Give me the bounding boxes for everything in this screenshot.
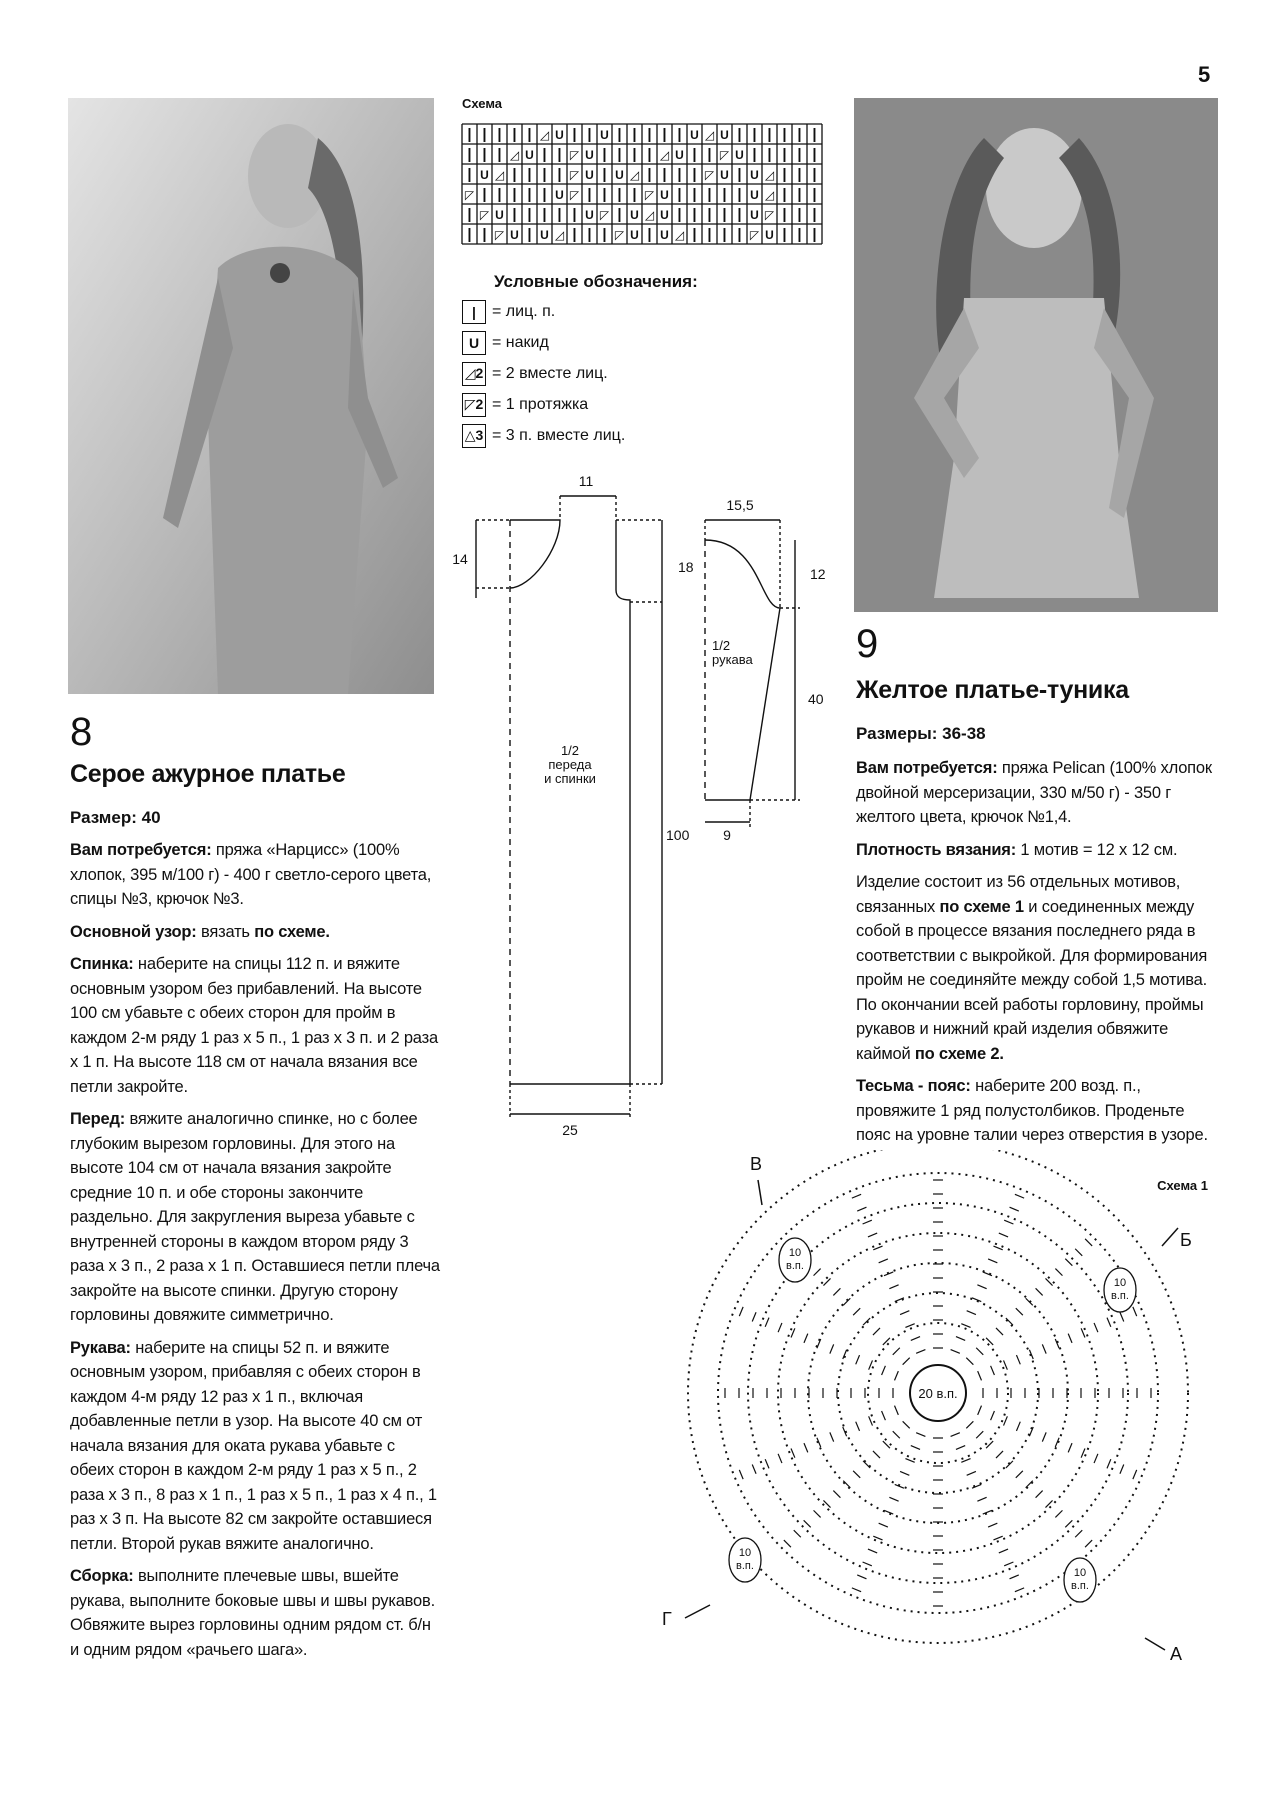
corner-label-a: А — [1170, 1644, 1183, 1664]
crochet-motif-diagram — [640, 1150, 1240, 1750]
density-para: Плотность вязания: 1 мотив = 12 х 12 см. — [856, 840, 1178, 859]
corner-label-g: Г — [662, 1609, 672, 1629]
dress-outline — [510, 520, 560, 588]
corner-loop-unit: в.п. — [736, 1560, 754, 1572]
chart-cell: ◸ — [704, 168, 715, 182]
chart-cell: | — [782, 126, 787, 143]
corner-loop-bl — [729, 1538, 761, 1582]
chart-cell: U — [480, 168, 489, 182]
chart-cell: U — [735, 148, 744, 162]
dress-piece-label-1: 1/2 — [560, 743, 580, 758]
chart-cell: ◸ — [749, 228, 760, 242]
chart-cell: | — [587, 186, 592, 203]
pattern-para: Основной узор: вязать по схеме. — [70, 922, 330, 941]
k3tog-icon: △3 — [462, 424, 486, 448]
sleeve-piece-label-1: 1/2 — [712, 638, 731, 653]
chart-cell: U — [555, 188, 564, 202]
chart-cell: U — [585, 148, 594, 162]
chart-cell: ◿ — [629, 168, 640, 182]
chart-cell: ◿ — [539, 128, 550, 142]
front-para: Перед: вяжите аналогично спинке, но с более глубоким вырезом горловины. Для этого на высоте 104 см от начала вязания закройте средние 10 п. и обе стороны закончите раздельно. Для закругления выреза убавьте с внутренней стороны в каждом втором ряду 3 раза х 3 п., 2 раза х 1 п. Оставшиеся петли плеча закройте на высоте спинки. Другую сторону горловины довяжите симметрично. — [70, 1110, 440, 1324]
size-line — [70, 808, 161, 828]
instructions-9 — [856, 756, 1220, 1156]
chart-cell: | — [542, 186, 547, 203]
chart-cell: ◿ — [764, 188, 775, 202]
k2tog-icon: ◿2 — [462, 362, 486, 386]
corner-loop-number: 10 — [1113, 1277, 1127, 1289]
chart-cell: U — [510, 228, 519, 242]
assembly-para: Сборка: выполните плечевые швы, вшейте рукава, выполните боковые швы и швы рукавов. Обвяжите вырез горловины одним рядом ст. б/н и одним рядом «рачьего шага». — [70, 1567, 435, 1659]
dress-piece-label-2: переда — [548, 757, 592, 772]
chart-cell: | — [587, 226, 592, 243]
chart-cell: ◸ — [764, 208, 775, 222]
chart-cell: ◸ — [719, 148, 730, 162]
scheme-title: Схема — [462, 96, 503, 111]
chart-cell: | — [467, 166, 472, 183]
chart-cell: ◸ — [614, 228, 625, 242]
sizes-label: Размеры: — [856, 724, 938, 743]
chart-cell: | — [662, 166, 667, 183]
sleeve-piece-label-2: рукава — [712, 652, 753, 667]
materials-para: Вам потребуется: пряжа «Нарцисс» (100% хлопок, 395 м/100 г) - 400 г светло-серого цвета, спицы №3, крючок №3. — [70, 841, 432, 908]
chart-cell: | — [482, 226, 487, 243]
chart-cell: | — [812, 146, 817, 163]
chart-cell: | — [542, 146, 547, 163]
chart-cell: | — [797, 126, 802, 143]
materials-para-9: Вам потребуется: пряжа Pelican (100% хлопок двойной мерсеризации, 330 м/50 г) - 350 г желтого цвета, крючок №1,4. — [856, 759, 1212, 826]
chart-cell: | — [737, 126, 742, 143]
dim-sleeve-cap: 12 — [810, 566, 826, 582]
chart-cell: | — [812, 226, 817, 243]
chart-cell: | — [812, 126, 817, 143]
chart-cell: | — [497, 146, 502, 163]
chart-cell: | — [617, 146, 622, 163]
chart-cell: | — [632, 146, 637, 163]
chart-cell: | — [812, 166, 817, 183]
legend-title: Условные обозначения: — [494, 272, 698, 291]
chart-cell: | — [707, 226, 712, 243]
corner-label-b: Б — [1180, 1230, 1192, 1250]
chart-cell: | — [782, 166, 787, 183]
chart-cell: | — [767, 146, 772, 163]
chart-cell: | — [467, 226, 472, 243]
chart-cell: U — [630, 228, 639, 242]
chart-cell: | — [617, 126, 622, 143]
chart-cell: | — [527, 166, 532, 183]
project-number-8: 8 — [70, 710, 93, 754]
chart-cell: | — [647, 146, 652, 163]
chart-cell: | — [692, 226, 697, 243]
chart-cell: | — [557, 206, 562, 223]
chart-cell: | — [692, 206, 697, 223]
chart-cell: | — [707, 186, 712, 203]
chart-cell: U — [525, 148, 534, 162]
chart-cell: | — [797, 146, 802, 163]
chart-cell: | — [737, 206, 742, 223]
chart-cell: | — [812, 206, 817, 223]
chart-cell: | — [542, 206, 547, 223]
chart-cell: U — [750, 188, 759, 202]
motif-scheme-title: Схема 1 — [1157, 1178, 1208, 1193]
chart-cell: | — [512, 126, 517, 143]
chart-cell: U — [765, 228, 774, 242]
sleeves-para: Рукава: наберите на спицы 52 п. и вяжите основным узором, прибавляя с обеих сторон в каждом 4-м ряду 12 раз х 1 п., включая добавленные петли в узор. На высоте 40 см от начала вязания для оката рукава убавьте с обеих сторон в каждом 2-м ряду 1 раз х 5 п., 2 раза х 3 п., 8 раз х 1 п., 1 раз х 5 п., 1 раз х 4 п., 1 раз х 3 п. На высоте 82 см закройте оставшиеся петли. Второй рукав вяжите аналогично. — [70, 1338, 437, 1553]
model-silhouette-2 — [854, 98, 1218, 612]
chart-cell: | — [752, 126, 757, 143]
chart-cell: U — [660, 228, 669, 242]
chart-cell: U — [540, 228, 549, 242]
chart-cell: | — [782, 146, 787, 163]
chart-cell: | — [482, 146, 487, 163]
corner-loop-br — [1064, 1558, 1096, 1602]
chart-cell: | — [692, 146, 697, 163]
chart-cell: | — [557, 146, 562, 163]
chart-cell: | — [797, 166, 802, 183]
legend-item: ◿2 = 2 вместе лиц. — [462, 358, 625, 389]
chart-cell: | — [557, 166, 562, 183]
dim-sleeve-length: 40 — [808, 691, 824, 707]
chart-cell: | — [527, 226, 532, 243]
chart-cell: | — [677, 206, 682, 223]
chart-cell: | — [797, 226, 802, 243]
chart-cell: ◿ — [659, 148, 670, 162]
description-para: Изделие состоит из 56 отдельных мотивов, связанных по схеме 1 и соединенных между собой в процессе вязания последнего ряда в соответствии с выкройкой. Для формирования пройм не соединяйте между собой 1,5 мотива. По окончании всей работы горловину, проймы рукавов и нижний край изделия обвяжите каймой по схеме 2. — [856, 873, 1208, 1063]
chart-cell: | — [497, 186, 502, 203]
legend-item: U = накид — [462, 327, 625, 358]
chart-cell: U — [630, 208, 639, 222]
chart-cell: | — [737, 186, 742, 203]
belt-para: Тесьма - пояс: наберите 200 возд. п., провяжите 1 ряд полустолбиков. Проденьте пояс на уровне талии через отверстия в узоре. — [856, 1077, 1208, 1144]
chart-cell: | — [737, 226, 742, 243]
chart-cell: ◿ — [554, 228, 565, 242]
sizes-value: 36-38 — [942, 724, 986, 743]
legend — [462, 296, 625, 451]
chart-cell: | — [497, 126, 502, 143]
corner-loop-unit: в.п. — [786, 1260, 804, 1272]
chart-cell: | — [602, 166, 607, 183]
chart-cell: | — [527, 206, 532, 223]
yarn-over-icon: U — [462, 331, 486, 355]
project-number-9: 9 — [856, 622, 879, 666]
chart-cell: | — [692, 166, 697, 183]
chart-cell: ◸ — [479, 208, 490, 222]
chart-cell: | — [647, 166, 652, 183]
chart-cell: ◸ — [569, 168, 580, 182]
chart-cell: ◿ — [494, 168, 505, 182]
chart-cell: U — [615, 168, 624, 182]
knit-chart-grid — [460, 122, 826, 250]
chart-cell: | — [512, 166, 517, 183]
chart-cell: | — [617, 186, 622, 203]
chart-cell: | — [602, 186, 607, 203]
chart-cell: | — [572, 226, 577, 243]
chart-cell: | — [467, 126, 472, 143]
chart-cell: | — [737, 166, 742, 183]
legend-item: ◸2 = 1 протяжка — [462, 389, 625, 420]
chart-cell: U — [585, 208, 594, 222]
chart-cell: | — [542, 166, 547, 183]
size-value: 40 — [141, 808, 161, 827]
chart-cell: U — [555, 128, 564, 142]
chart-cell: | — [527, 126, 532, 143]
corner-loop-number: 10 — [738, 1547, 752, 1559]
chart-cell: | — [812, 186, 817, 203]
chart-cell: ◸ — [644, 188, 655, 202]
dim-length: 100 — [666, 827, 690, 843]
project-title-8: Серое ажурное платье — [70, 760, 346, 788]
dress-piece-label-3: и спинки — [544, 771, 596, 786]
chart-cell: | — [632, 126, 637, 143]
chart-cell: ◸ — [464, 188, 475, 202]
chart-cell: | — [632, 186, 637, 203]
chart-cell: | — [647, 226, 652, 243]
chart-cell: | — [782, 226, 787, 243]
chart-cell: | — [647, 126, 652, 143]
chart-cell: | — [707, 206, 712, 223]
chart-cell: | — [782, 206, 787, 223]
dim-armhole: 18 — [678, 559, 694, 575]
center-chain-label: 20 в.п. — [918, 1386, 958, 1401]
chart-cell: U — [720, 128, 729, 142]
chart-cell: | — [512, 206, 517, 223]
dim-neck-width: 11 — [578, 473, 594, 489]
chart-cell: ◸ — [494, 228, 505, 242]
corner-loop-number: 10 — [788, 1247, 802, 1259]
chart-cell: ◿ — [704, 128, 715, 142]
dim-neck-depth: 14 — [452, 551, 468, 567]
corner-loop-tl — [779, 1238, 811, 1282]
chart-cell: | — [602, 226, 607, 243]
chart-cell: | — [752, 146, 757, 163]
chart-cell: U — [720, 168, 729, 182]
sleeve-outline — [705, 540, 780, 800]
corner-loop-unit: в.п. — [1111, 1290, 1129, 1302]
chart-cell: | — [527, 186, 532, 203]
legend-item: △3 = 3 п. вместе лиц. — [462, 420, 625, 451]
garment-pattern-diagram — [440, 460, 840, 1140]
photo-tunic-dress — [854, 98, 1218, 612]
chart-cell: U — [660, 208, 669, 222]
chart-cell: ◿ — [509, 148, 520, 162]
chart-cell: U — [660, 188, 669, 202]
legend-item: | = лиц. п. — [462, 296, 625, 327]
chart-cell: | — [692, 186, 697, 203]
chart-cell: ◿ — [644, 208, 655, 222]
sizes-line — [856, 724, 986, 744]
chart-cell: U — [600, 128, 609, 142]
chart-cell: U — [690, 128, 699, 142]
photo-gray-dress — [68, 98, 434, 694]
chart-cell: | — [467, 206, 472, 223]
chart-cell: | — [797, 186, 802, 203]
dim-sleeve-top: 15,5 — [726, 497, 754, 513]
chart-cell: | — [482, 126, 487, 143]
chart-cell: U — [750, 168, 759, 182]
corner-loop-number: 10 — [1073, 1567, 1087, 1579]
instructions-8 — [70, 838, 440, 1670]
page-number: 5 — [1198, 62, 1211, 87]
chart-cell: U — [675, 148, 684, 162]
chart-cell: | — [587, 126, 592, 143]
chart-cell: ◿ — [764, 168, 775, 182]
chart-cell: | — [467, 146, 472, 163]
chart-cell: | — [677, 166, 682, 183]
chart-cell: | — [797, 206, 802, 223]
chart-cell: | — [572, 206, 577, 223]
back-para: Спинка: наберите на спицы 112 п. и вяжите основным узором без прибавлений. На высоте 100 см убавьте с обеих сторон для пройм в каждом 2-м ряду 1 раз х 5 п., 1 раз х 3 п. и 2 раза х 1 п. На высоте 118 см от начала вязания все петли закройте. — [70, 955, 438, 1096]
chart-cell: | — [722, 226, 727, 243]
chart-cell: ◿ — [674, 228, 685, 242]
chart-cell: U — [585, 168, 594, 182]
chart-cell: | — [512, 186, 517, 203]
dim-bottom-width: 25 — [562, 1122, 578, 1138]
knit-stitch-icon: | — [462, 300, 486, 324]
chart-cell: | — [782, 186, 787, 203]
chart-cell: | — [572, 126, 577, 143]
chart-cell: | — [677, 186, 682, 203]
chart-cell: ◸ — [569, 188, 580, 202]
corner-loop-tr — [1104, 1268, 1136, 1312]
chart-cell: ◸ — [569, 148, 580, 162]
chart-cell: | — [482, 186, 487, 203]
chart-cell: | — [722, 186, 727, 203]
chart-cell: | — [677, 126, 682, 143]
project-title-9: Желтое платье-туника — [856, 676, 1129, 704]
model-silhouette — [68, 98, 434, 694]
chart-cell: | — [617, 206, 622, 223]
chart-cell: U — [495, 208, 504, 222]
chart-cell: | — [602, 146, 607, 163]
chart-cell: | — [767, 126, 772, 143]
slip-pass-icon: ◸2 — [462, 393, 486, 417]
corner-loop-unit: в.п. — [1071, 1580, 1089, 1592]
dim-sleeve-bottom: 9 — [723, 827, 731, 843]
size-label: Размер: — [70, 808, 137, 827]
chart-cell: | — [722, 206, 727, 223]
corner-label-v: В — [750, 1154, 763, 1174]
chart-cell: ◸ — [599, 208, 610, 222]
chart-cell: | — [707, 146, 712, 163]
chart-cell: U — [750, 208, 759, 222]
chart-cell: | — [662, 126, 667, 143]
